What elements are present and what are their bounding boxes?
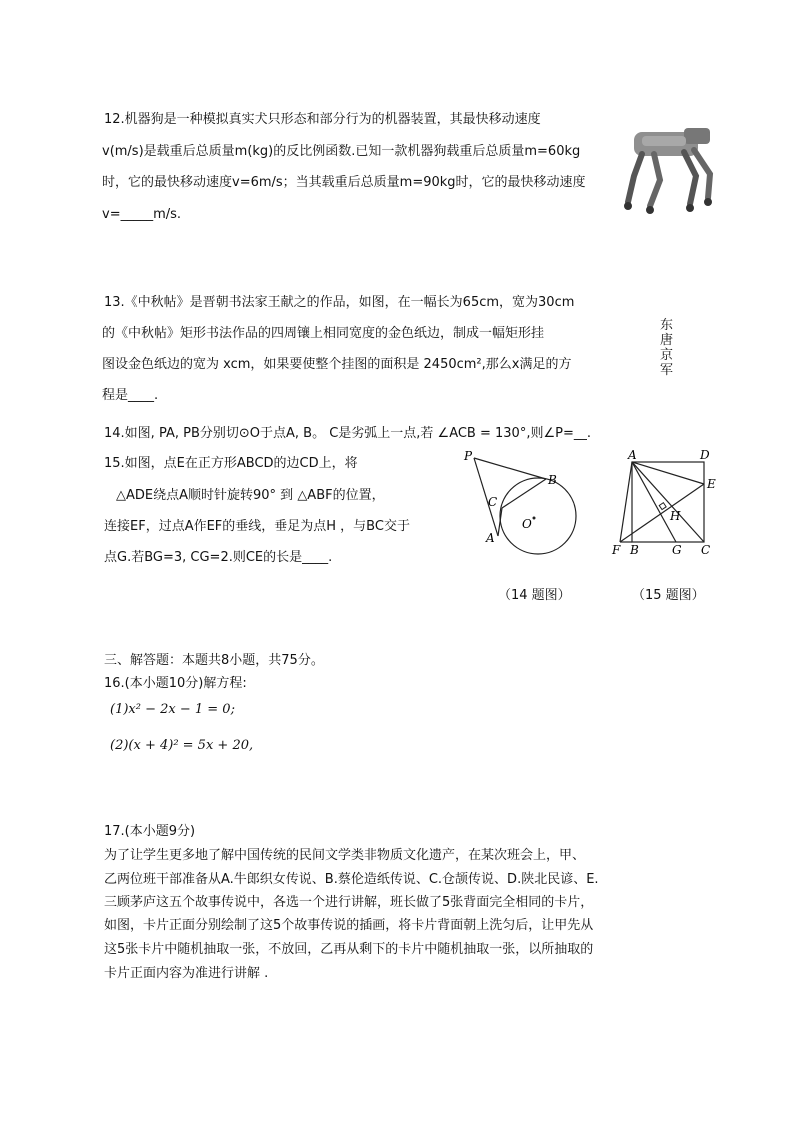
q16-equation-2: (2)(x + 4)² = 5x + 20,: [110, 738, 254, 753]
q17-title: 17.(本小题9分): [104, 824, 196, 839]
vertical-char: 唐: [660, 333, 674, 348]
q16-title: 16.(本小题10分)解方程:: [104, 676, 247, 691]
label-O: O: [522, 517, 532, 531]
q13-line3: 图设金色纸边的宽为 xcm，如果要使整个挂图的面积是 2450cm²,那么x满足的方: [102, 357, 572, 372]
q15-line1: 15.如图，点E在正方形ABCD的边CD上，将: [104, 456, 358, 471]
label-F: F: [612, 543, 621, 557]
q16-equation-1: (1)x² − 2x − 1 = 0;: [110, 702, 235, 717]
q15-line3: 连接EF，过点A作EF的垂线，垂足为点H ，与BC交于: [104, 519, 410, 534]
figure-14: [460, 448, 600, 558]
q12-line3: 时，它的最快移动速度v=6m/s；当其载重后总质量m=90kg时，它的最快移动速度: [102, 175, 586, 190]
label-A: A: [486, 531, 495, 545]
label-P: P: [464, 449, 473, 463]
q17-line1: 为了让学生更多地了解中国传统的民间文学类非物质文化遗产，在某次班会上，甲、: [104, 848, 586, 863]
q13-line2: 的《中秋帖》矩形书法作品的四周镶上相同宽度的金色纸边，制成一幅矩形挂: [102, 326, 545, 341]
label-G: G: [672, 543, 682, 557]
q12-line4: v=_____m/s.: [102, 207, 182, 222]
q13-line4: 程是____.: [102, 388, 159, 403]
vertical-char: 京: [660, 348, 674, 363]
figure-15-caption: （15 题图）: [632, 588, 705, 603]
figure-14-caption: （14 题图）: [498, 588, 571, 603]
q17-line5: 这5张卡片中随机抽取一张，不放回，乙再从剩下的卡片中随机抽取一张，以所抽取的: [104, 942, 594, 957]
q14-line1: 14.如图, PA, PB分别切⊙O于点A, B。 C是劣弧上一点,若 ∠ACB = 130°,则∠P=__.: [104, 426, 591, 441]
label-B: B: [630, 543, 639, 557]
label-D: D: [700, 450, 710, 462]
q13-line1: 13.《中秋帖》是晋朝书法家王献之的作品，如图，在一幅长为65cm，宽为30cm: [104, 295, 575, 310]
q15-line2: △ADE绕点A顺时针旋转90° 到 △ABF的位置，: [116, 488, 385, 503]
q17-line2: 乙两位班干部准备从A.牛郎织女传说、B.蔡伦造纸传说、C.仓颉传说、D.陕北民谚、E.: [104, 872, 599, 887]
label-A: A: [628, 450, 637, 462]
q12-line2: v(m/s)是载重后总质量m(kg)的反比例函数.已知一款机器狗载重后总质量m=60kg: [102, 144, 581, 159]
q15-line4: 点G.若BG=3, CG=2.则CE的长是____.: [104, 550, 333, 565]
vertical-char: 军: [660, 363, 674, 378]
robot-dog-image: [614, 124, 724, 220]
q17-line4: 如图，卡片正面分别绘制了这5个故事传说的插画，将卡片背面朝上洗匀后，让甲先从: [104, 918, 594, 933]
vertical-char: 东: [660, 318, 674, 333]
figure-15: [604, 450, 724, 560]
section3-heading: 三、解答题：本题共8小题，共75分。: [104, 653, 324, 668]
q12-line1: 12.机器狗是一种模拟真实犬只形态和部分行为的机器装置，其最快移动速度: [104, 112, 541, 127]
label-E: E: [707, 477, 716, 491]
calligraphy-vertical-text: [660, 318, 674, 378]
q17-line6: 卡片正面内容为准进行讲解 .: [104, 966, 269, 981]
label-C: C: [701, 543, 711, 557]
label-B: B: [548, 473, 557, 487]
q17-line3: 三顾茅庐这五个故事传说中，各选一个进行讲解，班长做了5张背面完全相同的卡片，: [104, 895, 594, 910]
label-H: H: [670, 509, 681, 523]
label-C: C: [488, 495, 498, 509]
